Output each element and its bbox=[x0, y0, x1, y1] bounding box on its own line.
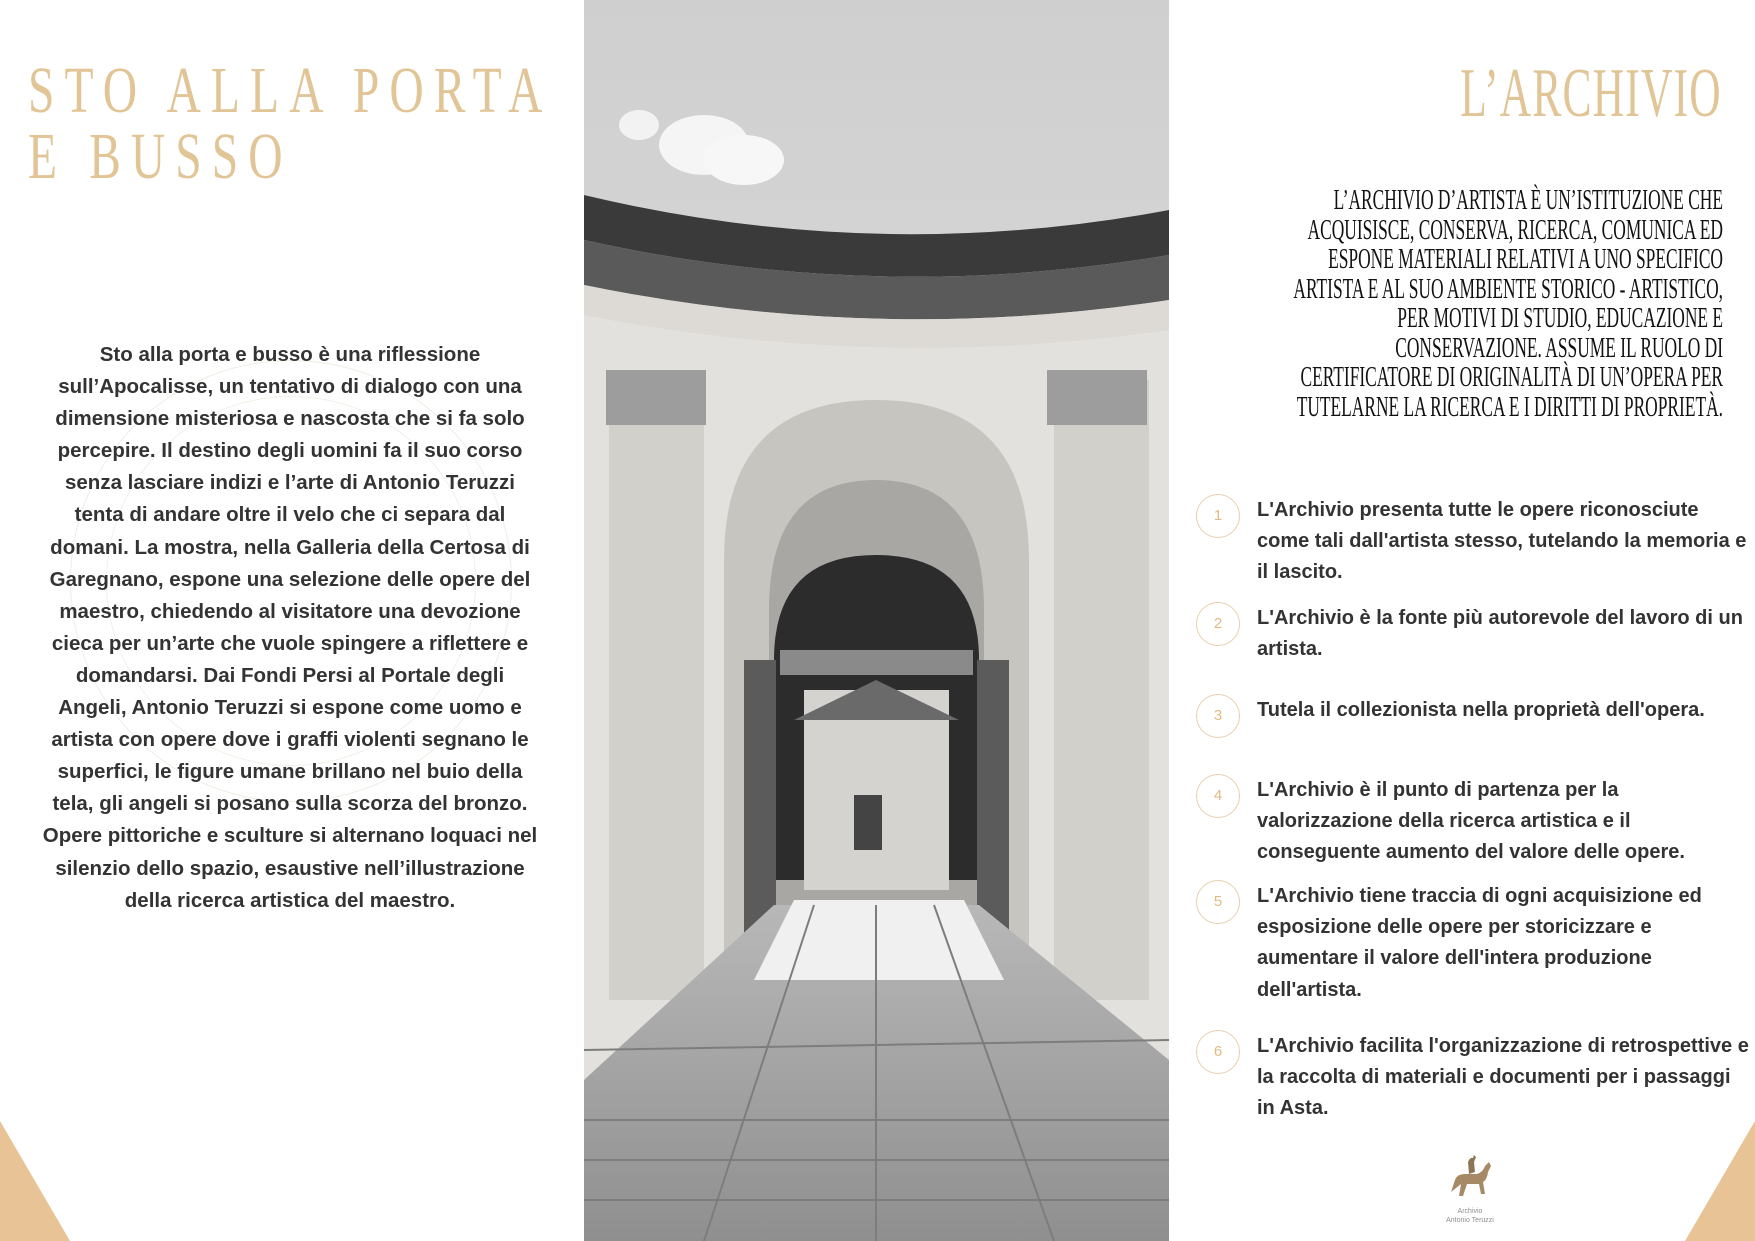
left-title-line1: STO ALLA PORTA bbox=[28, 54, 553, 127]
list-item-text: L'Archivio tiene traccia di ogni acquisizione ed esposizione delle opere per storicizzare e aumentare il valore dell'intera produzione dell'artista. bbox=[1257, 885, 1702, 1001]
list-item-text: L'Archivio facilita l'organizzazione di retrospettive e la raccolta di materiali e documenti per i passaggi in Asta. bbox=[1257, 1035, 1749, 1120]
horse-rider-icon bbox=[1443, 1152, 1497, 1202]
number-badge: 4 bbox=[1196, 774, 1240, 818]
archive-logo bbox=[1430, 1152, 1510, 1225]
exhibition-description: Sto alla porta e busso è una riflessione sull’Apocalisse, un tentativo di dialogo con una dimensione misteriosa e nascosta che si fa solo percepire. Il destino degli uomini fa il suo corso senza lasciare indizi e l’arte di Antonio Teruzzi tenta di andare oltre il velo che ci separa dal domani. La mostra, nella Galleria della Certosa di Garegnano, espone una selezione delle opere del maestro, chiedendo al visitatore una devozione cieca per un’arte che vuole spingere a riflettere e domandarsi. Dai Fondi Persi al Portale degli Angeli, Antonio Teruzzi si espone come uomo e artista con opere dove i graffi violenti segnano le superfici, le figure umane brillano nel buio della tela, gli angeli si posano sulla scorza del bronzo. Opere pittoriche e sculture si alternano loquaci nel silenzio dello spazio, esaustive nell’illustrazione della ricerca artistica del maestro. bbox=[42, 343, 538, 912]
number-badge: 3 bbox=[1196, 694, 1240, 738]
list-item-text: L'Archivio è la fonte più autorevole del lavoro di un artista. bbox=[1257, 607, 1743, 661]
cloister-arch-photo bbox=[584, 0, 1169, 1241]
logo-caption-line2: Antonio Teruzzi bbox=[1446, 1217, 1494, 1224]
left-title bbox=[28, 54, 553, 193]
right-title: L’ARCHIVIO bbox=[1460, 55, 1722, 132]
list-item-text: L'Archivio presenta tutte le opere riconosciute come tali dall'artista stesso, tutelando la memoria e il lascito. bbox=[1257, 499, 1747, 584]
number-badge: 1 bbox=[1196, 494, 1240, 538]
list-item-text: L'Archivio è il punto di partenza per la valorizzazione della ricerca artistica e il conseguente aumento del valore delle opere. bbox=[1257, 779, 1685, 864]
number-badge: 6 bbox=[1196, 1030, 1240, 1074]
number-badge: 5 bbox=[1196, 880, 1240, 924]
number-badge: 2 bbox=[1196, 602, 1240, 646]
archive-intro: L’ARCHIVIO D’ARTISTA È UN’ISTITUZIONE CHE ACQUISISCE, CONSERVA, RICERCA, COMUNICA ED ESPONE MATERIALI RELATIVI A UNO SPECIFICO ARTISTA E AL SUO AMBIENTE STORICO - ARTISTICO, PER MOTIVI DI STUDIO, EDUCAZIONE E CONSERVAZIONE. ASSUME IL RUOLO DI CERTIFICATORE DI ORIGINALITÀ DI UN’OPERA PER TUTELARNE LA RICERCA E I DIRITTI DI PROPRIETÀ. bbox=[1293, 184, 1723, 423]
corner-triangle-left bbox=[0, 1121, 70, 1241]
logo-caption-line1: Archivio bbox=[1457, 1208, 1483, 1215]
corner-triangle-right bbox=[1685, 1121, 1755, 1241]
list-item-text: Tutela il collezionista nella proprietà dell'opera. bbox=[1257, 699, 1705, 721]
left-title-line2: E BUSSO bbox=[28, 120, 293, 193]
